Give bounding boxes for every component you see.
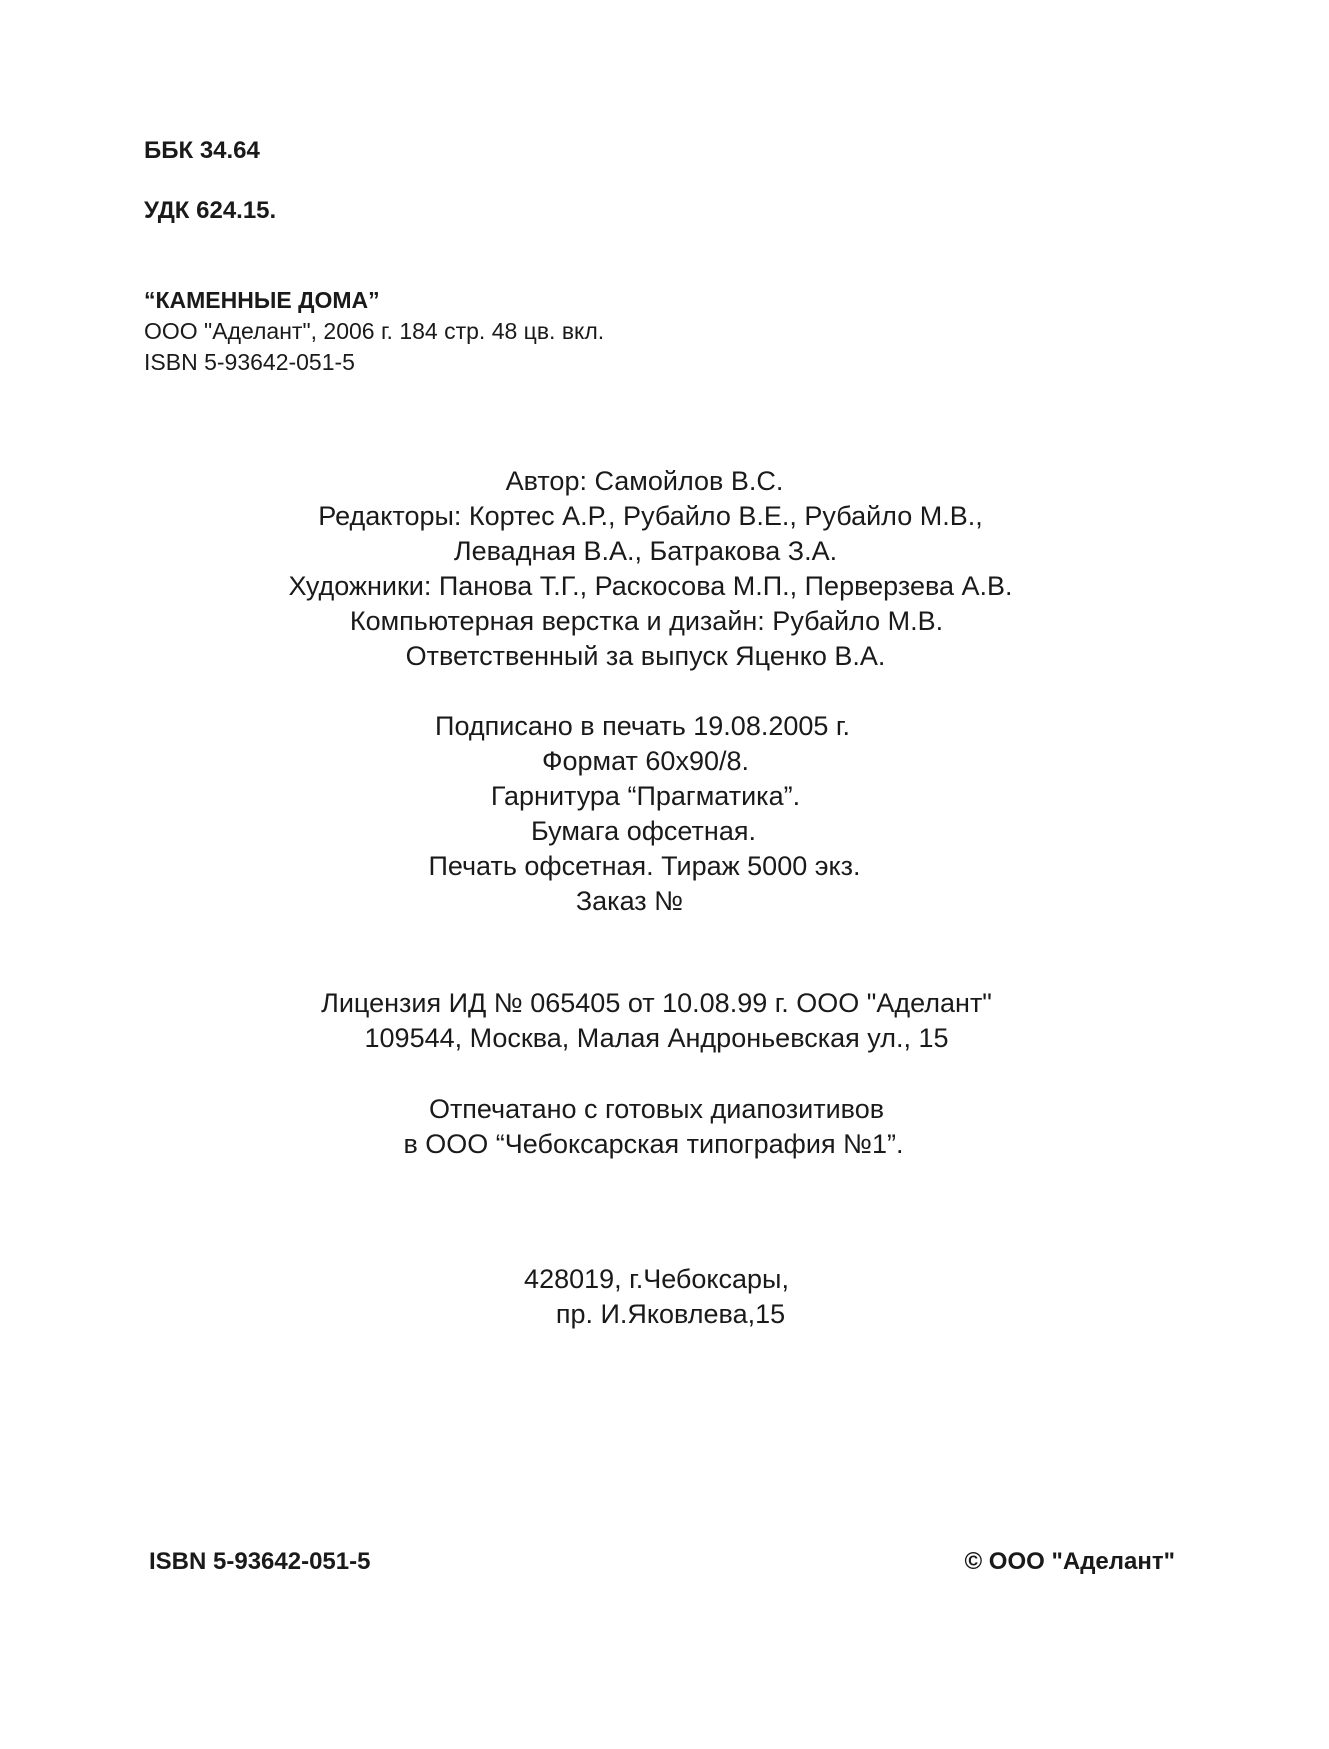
book-isbn: ISBN 5-93642-051-5 bbox=[144, 349, 355, 375]
printer-address-block bbox=[0, 1262, 1329, 1332]
license-address: 109544, Москва, Малая Андроньевская ул., 15 bbox=[364, 1023, 949, 1053]
printer-street: пр. И.Яковлева,15 bbox=[555, 1299, 786, 1329]
credits-block bbox=[0, 464, 1329, 674]
print-paper: Бумага офсетная. bbox=[531, 816, 756, 846]
print-format: Формат 60x90/8. bbox=[542, 746, 749, 776]
print-signed: Подписано в печать 19.08.2005 г. bbox=[435, 711, 850, 741]
book-title: “КАМЕННЫЕ ДОМА” bbox=[144, 287, 380, 313]
credit-artists: Художники: Панова Т.Г., Раскосова М.П., Перверзева А.В. bbox=[288, 571, 1013, 601]
credit-responsible: Ответственный за выпуск Яценко В.А. bbox=[405, 641, 886, 671]
credit-author: Автор: Самойлов В.С. bbox=[505, 466, 784, 496]
license-line: Лицензия ИД № 065405 от 10.08.99 г. ООО "Аделант" bbox=[321, 988, 992, 1018]
credit-editors-cont: Левадная В.А., Батракова З.А. bbox=[453, 536, 838, 566]
credit-editors: Редакторы: Кортес А.Р., Рубайло В.Е., Рубайло М.В., bbox=[318, 501, 983, 531]
footer-isbn: ISBN 5-93642-051-5 bbox=[149, 1548, 371, 1575]
print-info-block bbox=[0, 709, 1329, 919]
footer-copyright: © ООО "Аделант" bbox=[964, 1548, 1175, 1575]
printer-line: Отпечатано с готовых диапозитивов bbox=[428, 1094, 885, 1124]
book-info bbox=[144, 285, 604, 378]
udk-code: УДК 624.15. bbox=[144, 197, 277, 224]
credit-layout: Компьютерная верстка и дизайн: Рубайло М.В. bbox=[349, 606, 944, 636]
print-typeface: Гарнитура “Прагматика”. bbox=[490, 781, 801, 811]
bbk-code: ББК 34.64 bbox=[144, 137, 260, 164]
printer-name: в ООО “Чебоксарская типография №1”. bbox=[403, 1129, 904, 1159]
printer-block bbox=[0, 1092, 1329, 1162]
publisher-line: ООО "Аделант", 2006 г. 184 стр. 48 цв. вкл. bbox=[144, 318, 605, 344]
printer-city: 428019, г.Чебоксары, bbox=[524, 1264, 789, 1294]
print-run: Печать офсетная. Тираж 5000 экз. bbox=[428, 851, 861, 881]
license-block bbox=[0, 986, 1329, 1056]
print-order: Заказ № bbox=[575, 886, 684, 916]
